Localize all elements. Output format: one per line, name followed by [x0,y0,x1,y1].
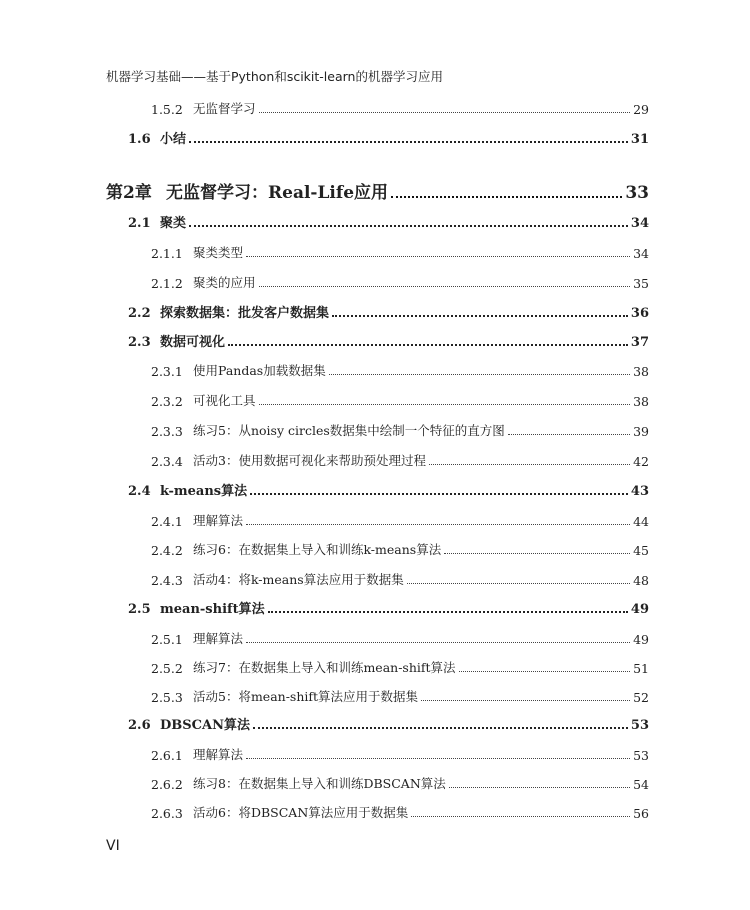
toc-section-entry[interactable] [0,212,750,234]
toc-entry-title: 使用Pandas加载数据集 [193,363,326,378]
toc-entry-page: 45 [633,543,649,558]
toc-entry-line [193,243,649,261]
toc-entry-page: 48 [633,573,649,588]
toc-entry-title: 聚类 [160,216,187,231]
toc-entry-page: 39 [633,424,649,439]
running-header: 机器学习基础——基于Python和scikit-learn的机器学习应用 [106,69,443,84]
toc-entry-number: 第2章 [106,183,152,203]
toc-entry-number: 2.3.4 [151,454,183,469]
toc-subsection-entry[interactable] [0,569,750,591]
dot-leader [429,464,630,465]
toc-subsection-entry[interactable] [0,686,750,708]
toc-entry-title: 小结 [160,132,187,147]
dot-leader [268,611,628,613]
toc-entry-line [193,451,649,469]
toc-entry-title: 聚类的应用 [193,275,256,290]
toc-entry-number: 2.3.3 [151,424,183,439]
toc-entry-title: 理解算法 [193,747,244,762]
dot-leader [329,374,630,375]
toc-entry-title: 理解算法 [193,513,244,528]
toc-entry-title: 活动5：将mean-shift算法应用于数据集 [193,689,419,704]
toc-entry-page: 54 [633,777,649,792]
toc-subsection-entry[interactable] [0,420,750,442]
toc-entry-page: 37 [630,335,649,350]
dot-leader [253,727,628,729]
toc-entry-title: 练习6：在数据集上导入和训练k-means算法 [193,542,442,557]
toc-section-entry[interactable] [0,331,750,353]
toc-entry-line [193,511,649,529]
toc-subsection-entry[interactable] [0,98,750,120]
toc-entry-number: 2.6.1 [151,748,183,763]
toc-entry-page: 31 [630,132,649,147]
dot-leader [449,787,630,788]
toc-entry-number: 2.3.1 [151,364,183,379]
dot-leader [407,583,630,584]
toc-entry-line [160,714,649,733]
toc-subsection-entry[interactable] [0,360,750,382]
toc-section-entry[interactable] [0,598,750,620]
toc-entry-line [193,99,649,117]
toc-entry-page: 34 [630,216,649,231]
toc-entry-line [193,540,649,558]
toc-entry-number: 2.1 [128,216,151,231]
toc-entry-line [160,302,649,321]
dot-leader [250,493,628,495]
toc-section-entry[interactable] [0,302,750,324]
toc-entry-title: 活动3：使用数据可视化来帮助预处理过程 [193,453,426,468]
toc-entry-page: 34 [633,246,649,261]
toc-entry-page: 29 [633,102,649,117]
toc-entry-title: 活动4：将k-means算法应用于数据集 [193,572,404,587]
toc-entry-number: 2.5.1 [151,632,183,647]
toc-entry-page: 38 [633,394,649,409]
toc-subsection-entry[interactable] [0,657,750,679]
dot-leader [246,758,630,759]
toc-entry-number: 1.6 [128,132,151,147]
toc-entry-line [166,178,649,203]
toc-entry-line [193,273,649,291]
toc-entry-number: 2.4.3 [151,573,183,588]
dot-leader [246,642,630,643]
page-number: VI [106,838,120,854]
toc-entry-line [193,658,649,676]
toc-entry-line [193,570,649,588]
dot-leader [259,112,631,113]
toc-section-entry[interactable] [0,480,750,502]
toc-entry-number: 2.2 [128,306,151,321]
toc-entry-title: 无监督学习 [193,101,256,116]
toc-entry-number: 2.4.1 [151,514,183,529]
toc-entry-page: 52 [633,690,649,705]
toc-subsection-entry[interactable] [0,242,750,264]
toc-entry-line [193,803,649,821]
toc-subsection-entry[interactable] [0,773,750,795]
toc-subsection-entry[interactable] [0,628,750,650]
toc-subsection-entry[interactable] [0,510,750,532]
toc-entry-page: 53 [630,718,649,733]
toc-entry-title: 数据可视化 [160,335,226,350]
dot-leader [246,256,630,257]
toc-entry-page: 35 [633,276,649,291]
toc-entry-page: 56 [633,806,649,821]
toc-entry-number: 2.6.2 [151,777,183,792]
dot-leader [411,816,630,817]
dot-leader [246,524,630,525]
dot-leader [459,671,631,672]
dot-leader [391,196,622,198]
toc-chapter-entry[interactable] [0,178,750,206]
toc-entry-number: 2.5.2 [151,661,183,676]
toc-entry-number: 2.3.2 [151,394,183,409]
toc-subsection-entry[interactable] [0,802,750,824]
toc-entry-title: DBSCAN算法 [160,718,250,733]
toc-entry-number: 1.5.2 [151,102,183,117]
toc-entry-page: 33 [625,183,649,203]
toc-entry-number: 2.5.3 [151,690,183,705]
toc-entry-line [193,391,649,409]
toc-subsection-entry[interactable] [0,539,750,561]
dot-leader [259,404,631,405]
toc-entry-line [193,745,649,763]
toc-entry-number: 2.1.2 [151,276,183,291]
dot-leader [332,315,628,317]
toc-entry-line [193,687,649,705]
toc-subsection-entry[interactable] [0,390,750,412]
toc-entry-number: 2.3 [128,335,151,350]
toc-entry-title: mean-shift算法 [160,602,265,617]
toc-section-entry[interactable] [0,714,750,736]
toc-entry-line [193,361,649,379]
dot-leader [228,344,628,346]
toc-subsection-entry[interactable] [0,744,750,766]
toc-entry-title: 探索数据集：批发客户数据集 [160,306,330,321]
toc-entry-line [160,128,649,147]
toc-entry-line [160,331,649,350]
dot-leader [189,225,628,227]
toc-entry-title: 理解算法 [193,631,244,646]
toc-entry-page: 36 [630,306,649,321]
toc-entry-title: 练习7：在数据集上导入和训练mean-shift算法 [193,660,456,675]
toc-entry-title: k-means算法 [160,484,248,499]
toc-entry-number: 2.1.1 [151,246,183,261]
toc-subsection-entry[interactable] [0,450,750,472]
toc-entry-number: 2.6.3 [151,806,183,821]
toc-entry-page: 49 [630,602,649,617]
toc-entry-page: 38 [633,364,649,379]
toc-entry-page: 44 [633,514,649,529]
toc-entry-line [193,421,649,439]
toc-entry-line [193,774,649,792]
dot-leader [508,434,630,435]
toc-entry-number: 2.4 [128,484,151,499]
toc-entry-page: 42 [633,454,649,469]
dot-leader [189,141,628,143]
toc-entry-title: 练习8：在数据集上导入和训练DBSCAN算法 [193,776,446,791]
toc-entry-title: 无监督学习：Real-Life应用 [166,183,389,203]
toc-subsection-entry[interactable] [0,272,750,294]
toc-entry-title: 活动6：将DBSCAN算法应用于数据集 [193,805,409,820]
toc-entry-number: 2.6 [128,718,151,733]
dot-leader [444,553,630,554]
toc-entry-number: 2.4.2 [151,543,183,558]
toc-entry-title: 聚类类型 [193,245,244,260]
toc-entry-line [160,598,649,617]
dot-leader [259,286,631,287]
toc-entry-line [160,212,649,231]
toc-entry-page: 49 [633,632,649,647]
toc-entry-title: 可视化工具 [193,393,256,408]
dot-leader [421,700,630,701]
toc-entry-line [160,480,649,499]
toc-entry-page: 43 [630,484,649,499]
toc-entry-page: 51 [633,661,649,676]
toc-entry-page: 53 [633,748,649,763]
toc-entry-number: 2.5 [128,602,151,617]
toc-section-entry[interactable] [0,128,750,150]
toc-entry-title: 练习5：从noisy circles数据集中绘制一个特征的直方图 [193,423,505,438]
toc-entry-line [193,629,649,647]
